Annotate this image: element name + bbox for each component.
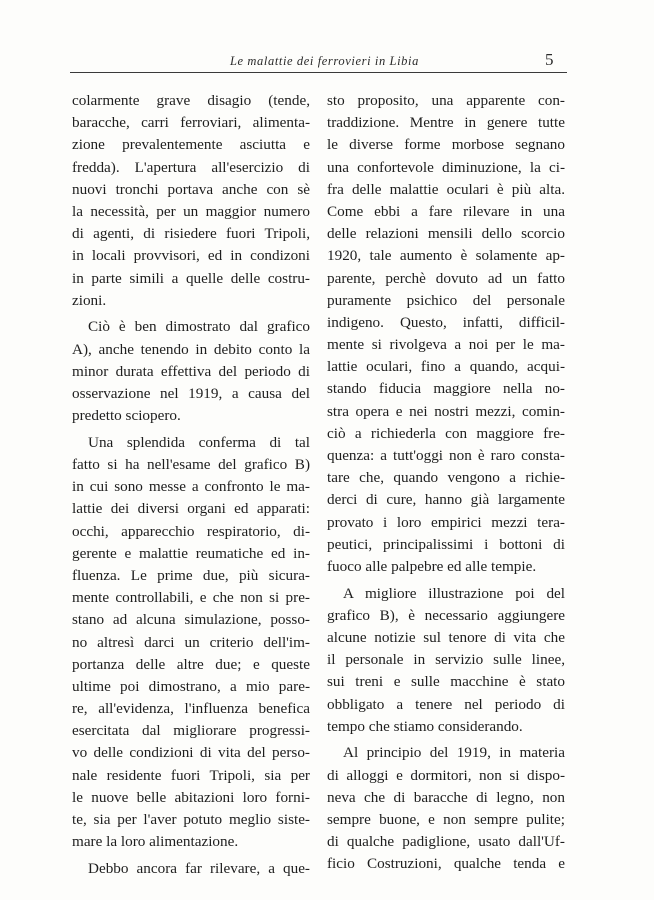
left-column xyxy=(72,90,310,880)
text-line: predetto sciopero. xyxy=(72,407,181,425)
text-line: in cui sono messe a confronto le ma- xyxy=(72,478,310,496)
text-line: 1920, tale aumento è solamente ap- xyxy=(327,247,565,265)
text-line: la necessità, per un maggior numero xyxy=(72,202,310,220)
text-line: mente controllabili, e che non si pre- xyxy=(72,589,310,607)
text-line: stando fiducia maggiore nella no- xyxy=(327,380,565,398)
text-line: delle relazioni mensili dello scorcio xyxy=(327,225,565,243)
text-line: vo delle condizioni di vita del perso- xyxy=(72,744,310,762)
text-line: derci di cure, hanno già largamente xyxy=(327,491,565,509)
text-line: re, all'evidenza, l'influenza benefica xyxy=(72,700,310,718)
text-line: neva che di baracche di legno, non xyxy=(327,788,565,806)
text-line: A), anche tenendo in debito conto la xyxy=(72,340,310,358)
text-line: zioni. xyxy=(72,291,107,309)
text-line: fra delle malattie oculari è più alta. xyxy=(327,180,565,198)
text-line: stra opera e nei nostri mezzi, comin- xyxy=(327,402,565,420)
text-line: obbligato a tenere nel periodo di xyxy=(327,695,565,713)
text-line: sempre buone, e non sempre pulite; xyxy=(327,811,565,828)
text-line: nale residente fuori Tripoli, sia per xyxy=(72,766,310,784)
text-line: fatto si ha nell'esame del grafico B) xyxy=(72,456,310,473)
text-line: sui treni e sulle macchine è stato xyxy=(327,673,565,691)
text-line: provato i loro empirici mezzi tera- xyxy=(327,513,565,531)
text-line: baracche, carri ferroviari, alimenta- xyxy=(72,114,310,132)
text-line: le diverse forme morbose segnano xyxy=(327,136,565,154)
text-line: Ciò è ben dimostrato dal grafico xyxy=(88,318,310,336)
text-line: Al principio del 1919, in materia xyxy=(343,744,565,762)
text-line: di agenti, di risiedere fuori Tripoli, xyxy=(72,225,310,243)
text-line: colarmente grave disagio (tende, xyxy=(72,92,310,109)
text-line: in parte simili a quelle delle costru- xyxy=(72,269,310,287)
text-line: portanza delle altre due; e queste xyxy=(72,655,310,673)
text-line: ciò a richiederla con maggiore fre- xyxy=(327,424,565,442)
text-line: le nuove belle abitazioni loro forni- xyxy=(72,788,310,806)
text-line: tare che, quando vengono a richie- xyxy=(327,469,565,487)
text-line: sto proposito, una apparente con- xyxy=(327,92,565,109)
text-line: grafico B), è necessario aggiungere xyxy=(327,606,565,624)
text-line: fluenza. Le prime due, più sicura- xyxy=(72,566,310,584)
text-line: puramente psichico del personale xyxy=(327,291,565,309)
text-line: mente si rivolgeva a noi per le ma- xyxy=(327,336,565,354)
text-line: tempo che stiamo considerando. xyxy=(327,717,523,735)
text-line: zione prevalentemente asciutta e xyxy=(72,136,310,154)
text-line: alcune notizie sul tenore di vita che xyxy=(327,629,565,646)
running-title: Le malattie dei ferrovieri in Libia xyxy=(230,54,419,68)
text-line: Una splendida conferma di tal xyxy=(88,433,310,451)
text-line: peutici, principalissimi i bottoni di xyxy=(327,535,565,553)
text-line: quenza: a tutt'oggi non è raro consta- xyxy=(327,447,565,464)
text-line: osservazione nel 1919, a causa del xyxy=(72,384,310,402)
text-line: fuoco alle palpebre ed alle tempie. xyxy=(327,557,537,575)
text-line: esercitata dal migliorare progressi- xyxy=(72,722,310,740)
text-line: stano ad alcuna simulazione, posso- xyxy=(72,611,310,629)
header-rule xyxy=(70,72,567,73)
text-line: il personale in servizio sulle linee, xyxy=(327,651,565,669)
text-line: te, sia per l'aver potuto meglio siste- xyxy=(72,811,310,828)
text-line: ficio Costruzioni, qualche tenda e xyxy=(327,855,565,873)
page-number: 5 xyxy=(545,50,554,69)
text-line: no altresì darci un criterio dell'im- xyxy=(72,633,310,651)
text-line: occhi, apparecchio respiratorio, di- xyxy=(72,522,310,540)
text-line: Come ebbi a fare rilevare in una xyxy=(327,202,565,220)
text-line: lattie dei diversi organi ed apparati: xyxy=(72,500,310,518)
text-line: fredda). L'apertura all'esercizio di xyxy=(72,158,310,176)
text-line: di qualche padiglione, usato dall'Uf- xyxy=(327,833,565,851)
text-line: traddizione. Mentre in genere tutte xyxy=(327,114,565,132)
text-line: parente, perchè dovuto ad un fatto xyxy=(327,269,565,287)
text-line: indigeno. Questo, infatti, difficil- xyxy=(327,313,565,331)
text-line: Debbo ancora far rilevare, a que- xyxy=(88,859,310,877)
text-line: ultime poi dimostrano, a mio pare- xyxy=(72,677,310,695)
text-line: gerente e malattie reumatiche ed in- xyxy=(72,544,310,562)
right-column xyxy=(327,90,565,876)
text-line: di alloggi e dormitori, non si dispo- xyxy=(327,766,565,784)
text-line: mare la loro alimentazione. xyxy=(72,833,239,851)
text-line: nuovi tronchi portava anche con sè xyxy=(72,180,310,198)
text-line: in locali provvisori, ed in condizoni xyxy=(72,247,310,265)
text-line: minor durata effettiva del periodo di xyxy=(72,362,310,380)
text-line: A migliore illustrazione poi del xyxy=(343,584,565,602)
text-line: una confortevole diminuzione, la ci- xyxy=(327,158,565,176)
text-line: lattie oculari, fino a quando, acqui- xyxy=(327,358,565,376)
